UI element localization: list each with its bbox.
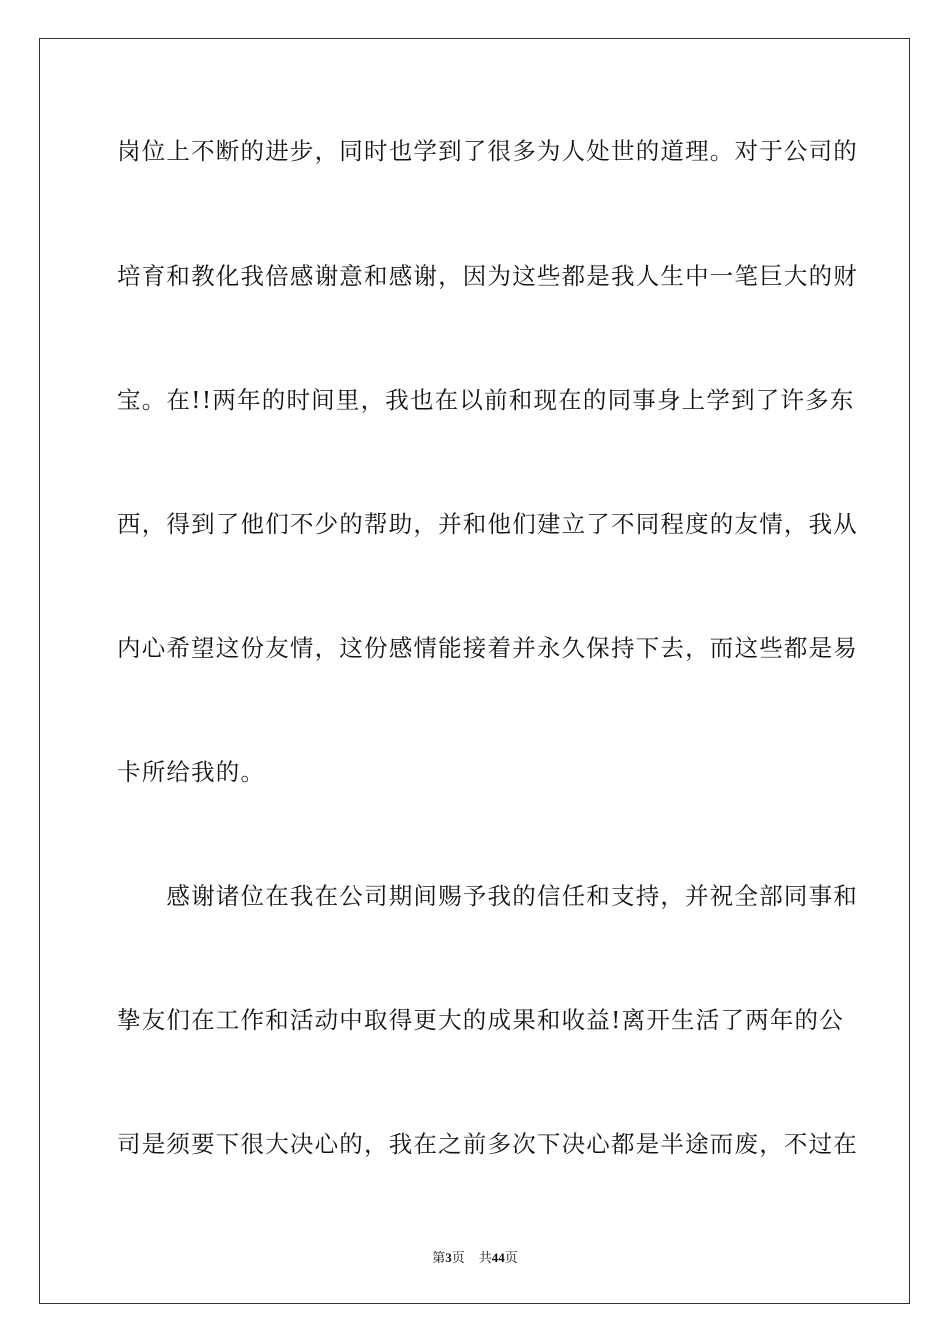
page-border [39,38,910,1304]
body-line-9: 司是须要下很大决心的，我在之前多次下决心都是半途而废，不过在 [117,1130,858,1158]
body-line-4: 西，得到了他们不少的帮助，并和他们建立了不同程度的友情，我从 [117,510,858,538]
body-line-7: 感谢诸位在我在公司期间赐予我的信任和支持，并祝全部同事和 [117,882,858,910]
body-line-3: 宝。在!!两年的时间里，我也在以前和现在的同事身上学到了许多东 [117,386,855,414]
footer-page-number: 3 [445,1250,452,1265]
footer-page-prefix: 第 [432,1250,446,1265]
footer-page-suffix: 页 [451,1250,465,1265]
footer-total-pages: 44 [491,1250,505,1265]
footer-total-prefix: 共 [478,1250,492,1265]
body-line-6: 卡所给我的。 [117,758,266,786]
body-line-1: 岗位上不断的进步，同时也学到了很多为人处世的道理。对于公司的 [117,137,858,165]
footer-total-suffix: 页 [504,1250,518,1265]
page-footer [0,1250,950,1266]
body-line-8: 挚友们在工作和活动中取得更大的成果和收益!离开生活了两年的公 [117,1006,844,1034]
body-line-2: 培育和教化我倍感谢意和感谢，因为这些都是我人生中一笔巨大的财 [117,262,858,290]
body-line-5: 内心希望这份友情，这份感情能接着并永久保持下去，而这些都是易 [117,634,858,662]
